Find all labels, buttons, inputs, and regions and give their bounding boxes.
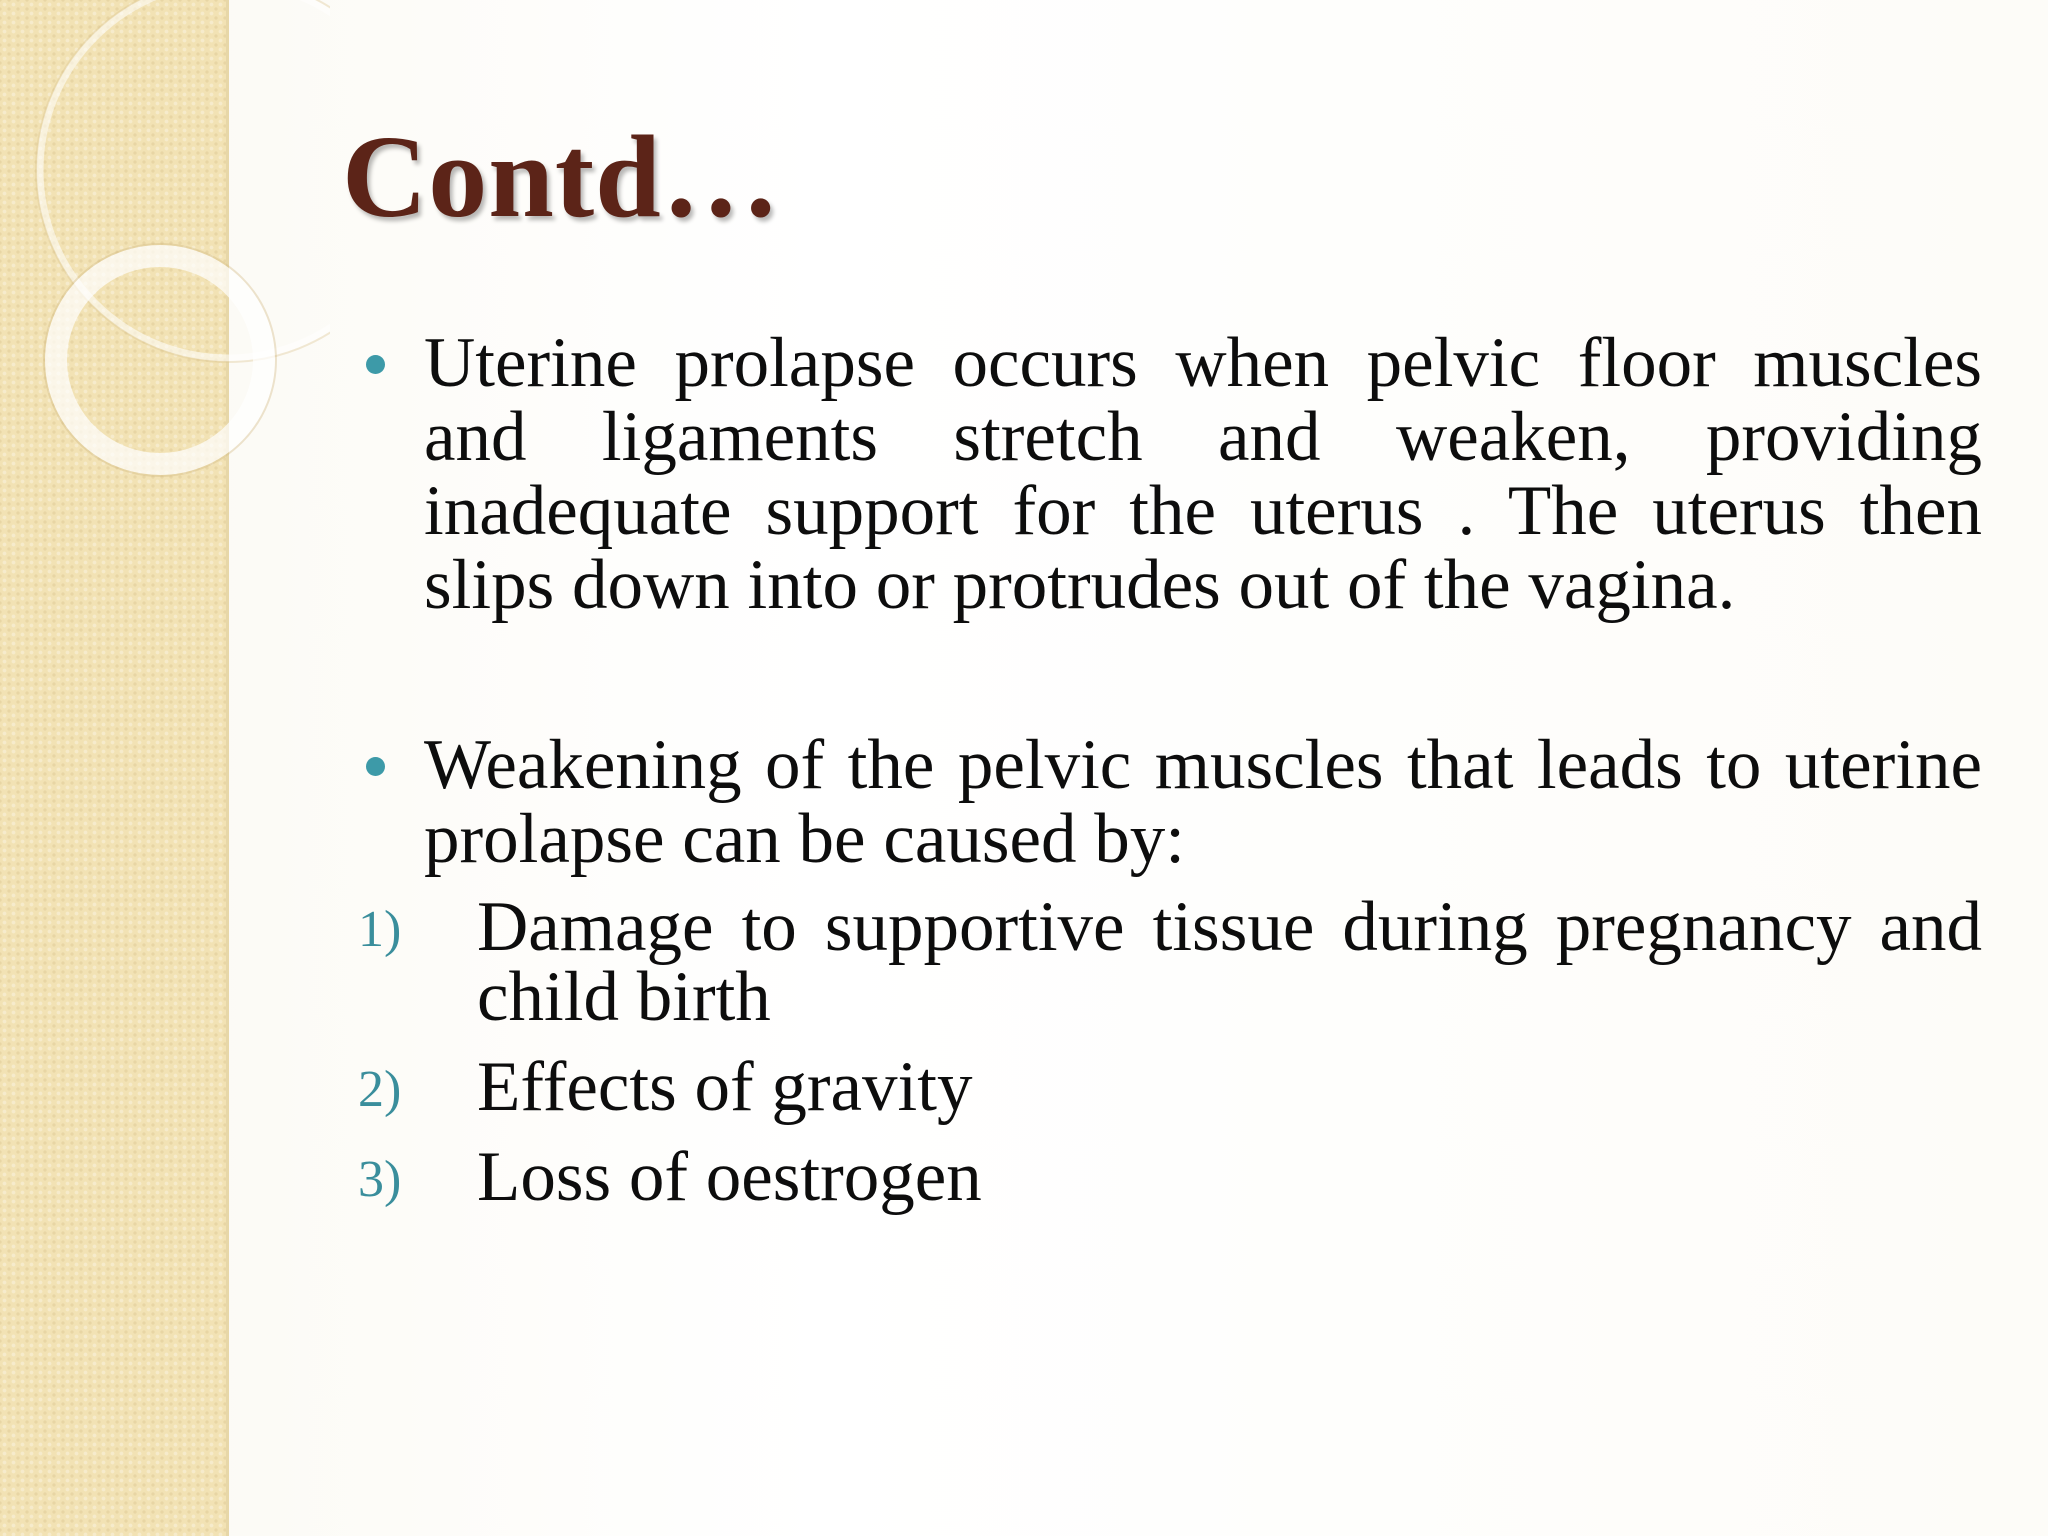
bullet-dot-icon bbox=[366, 355, 385, 374]
list-number: 2) bbox=[358, 1061, 402, 1118]
numbered-item bbox=[356, 1048, 1982, 1126]
numbered-text: Effects of gravity bbox=[477, 1048, 973, 1126]
bullet-text: Uterine prolapse occurs when pelvic floor muscles and ligaments stretch and weaken, providing inadequate support for the uterus . The uterus then slips down into or protrudes out of the vagina. bbox=[424, 324, 1982, 624]
numbered-item bbox=[356, 1138, 1982, 1216]
numbered-text: Loss of oestrogen bbox=[477, 1138, 982, 1216]
bullet-dot-icon bbox=[366, 757, 385, 776]
numbered-item bbox=[356, 888, 1982, 1036]
decorative-rings bbox=[0, 0, 330, 520]
slide-title: Contd… bbox=[342, 111, 781, 242]
list-number: 1) bbox=[358, 901, 402, 958]
bullet-item bbox=[356, 326, 1982, 622]
bullet-item bbox=[356, 728, 1982, 876]
numbered-text: Damage to supportive tissue during pregnancy and child birth bbox=[477, 888, 1982, 1036]
slide-content bbox=[356, 324, 1982, 1216]
bullet-text: Weakening of the pelvic muscles that leads to uterine prolapse can be caused by: bbox=[424, 726, 1982, 878]
list-number: 3) bbox=[358, 1151, 402, 1208]
